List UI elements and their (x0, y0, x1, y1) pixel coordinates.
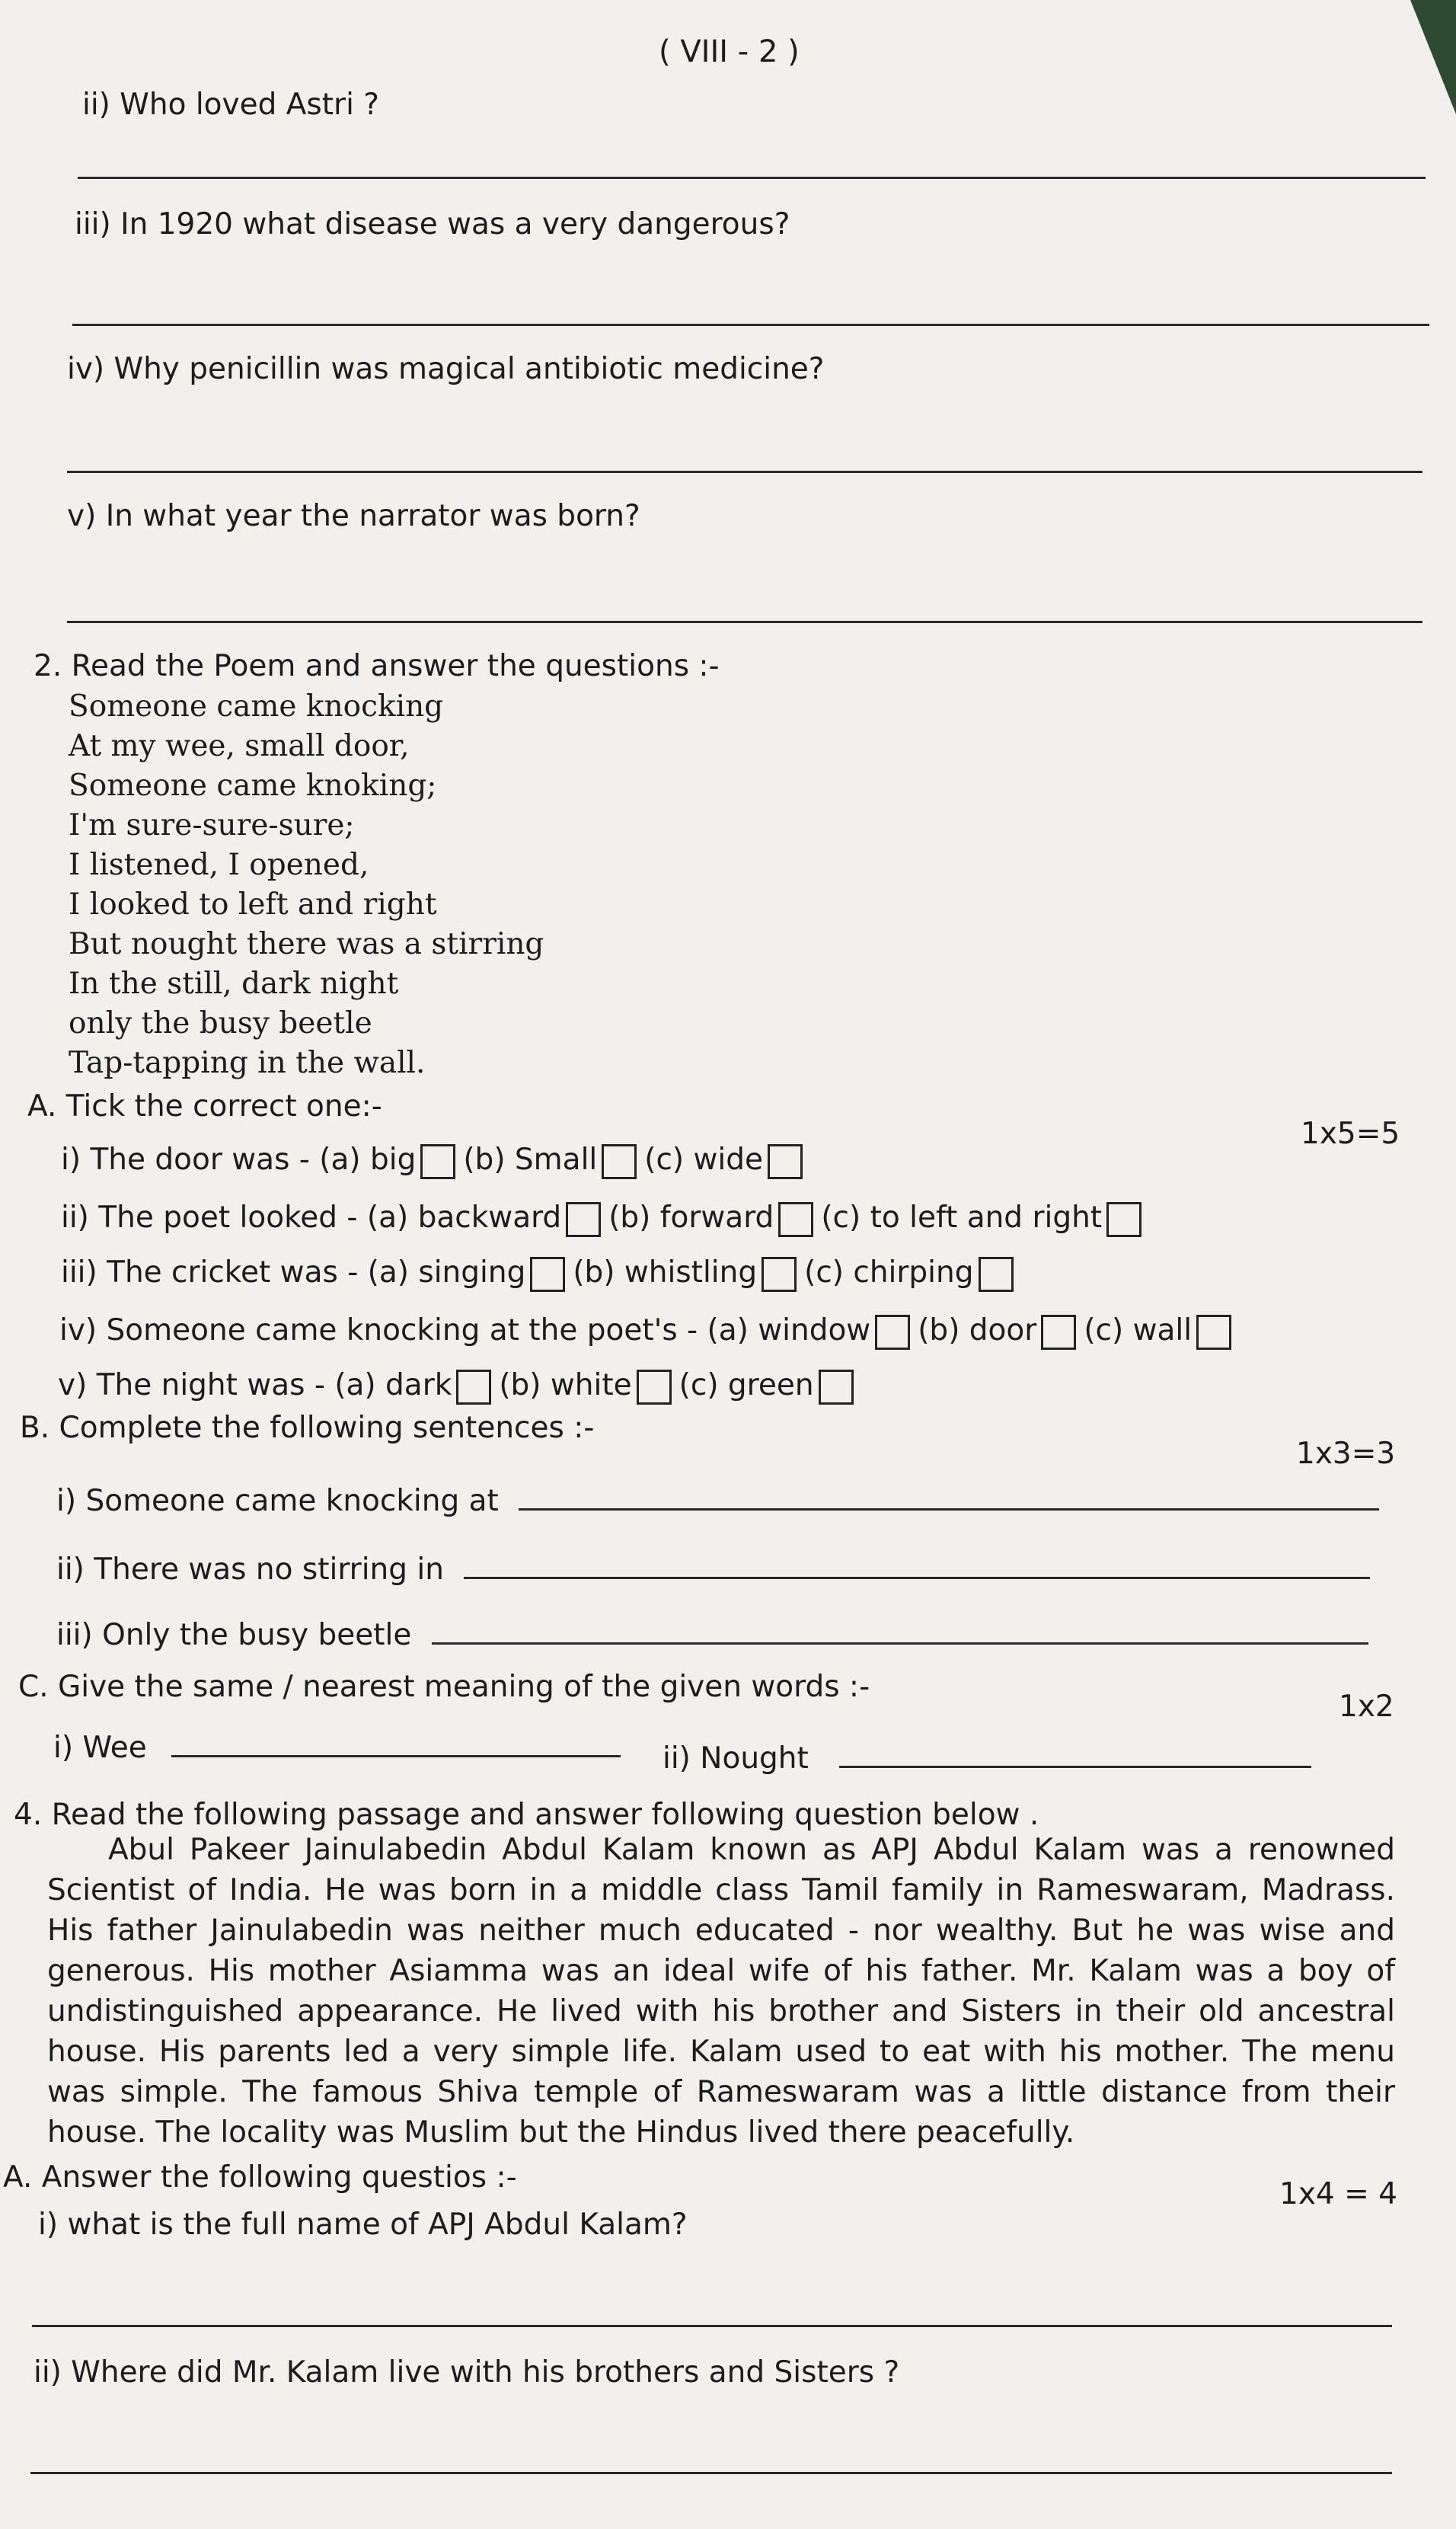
blank-line[interactable] (171, 1747, 621, 1757)
poem-line: I looked to left and right (69, 887, 437, 922)
q4-a-heading: A. Answer the following questios :- (3, 2160, 517, 2195)
checkbox-c[interactable] (1196, 1315, 1231, 1350)
poem-line: I'm sure-sure-sure; (69, 808, 355, 842)
poem (69, 687, 544, 1083)
answer-line[interactable] (30, 2472, 1392, 2474)
blank-line[interactable] (519, 1501, 1379, 1511)
q1-item-v: v) In what year the narrator was born? (67, 499, 640, 533)
tick-item-iv: iv) Someone came knocking at the poet's - (a) window (b) door (c) wall (59, 1313, 1239, 1350)
q2-a-marks: 1x5=5 (1301, 1117, 1400, 1151)
poem-line: Someone came knoking; (69, 769, 437, 803)
q4-a-marks: 1x4 = 4 (1279, 2177, 1397, 2211)
page-corner-shadow (1410, 0, 1456, 114)
checkbox-a[interactable] (530, 1257, 565, 1292)
checkbox-b[interactable] (762, 1257, 797, 1292)
q1-item-ii: ii) Who loved Astri ? (82, 88, 379, 122)
answer-line[interactable] (67, 621, 1422, 623)
q1-item-iii: iii) In 1920 what disease was a very dangerous? (75, 207, 790, 241)
q4-heading: 4. Read the following passage and answer following question below . (14, 1798, 1039, 1832)
checkbox-a[interactable] (456, 1370, 491, 1405)
reading-passage (47, 1830, 1395, 2153)
complete-item-iii: iii) Only the busy beetle (56, 1618, 1368, 1652)
checkbox-b[interactable] (778, 1202, 813, 1237)
tick-item-iii: iii) The cricket was - (a) singing (b) whistling (c) chirping (61, 1255, 1021, 1292)
checkbox-b[interactable] (637, 1370, 672, 1405)
q2-c-heading: C. Give the same / nearest meaning of the given words :- (18, 1670, 870, 1704)
answer-line[interactable] (67, 471, 1422, 473)
poem-line: I listened, I opened, (69, 848, 369, 882)
q1-item-iv: iv) Why penicillin was magical antibiotic medicine? (67, 352, 825, 386)
blank-line[interactable] (432, 1635, 1368, 1645)
tick-item-v: v) The night was - (a) dark (b) white (c) green (58, 1368, 861, 1405)
checkbox-c[interactable] (979, 1257, 1014, 1292)
q4-item-i: i) what is the full name of APJ Abdul Kalam? (38, 2208, 688, 2242)
tick-item-ii: ii) The poet looked - (a) backward (b) forward (c) to left and right (61, 1201, 1149, 1237)
poem-line: At my wee, small door, (69, 729, 410, 763)
blank-line[interactable] (839, 1758, 1311, 1768)
checkbox-b[interactable] (1041, 1315, 1076, 1350)
poem-line: Someone came knocking (69, 689, 444, 724)
tick-item-i: i) The door was - (a) big (b) Small (c) wide (61, 1143, 810, 1179)
checkbox-a[interactable] (566, 1202, 601, 1237)
answer-line[interactable] (72, 324, 1429, 326)
checkbox-c[interactable] (819, 1370, 854, 1405)
poem-line: In the still, dark night (69, 967, 399, 1001)
meaning-item-ii: ii) Nought (663, 1741, 1311, 1776)
checkbox-c[interactable] (768, 1144, 803, 1179)
answer-line[interactable] (78, 177, 1426, 179)
q2-c-marks: 1x2 (1339, 1690, 1394, 1724)
answer-line[interactable] (32, 2325, 1392, 2327)
checkbox-c[interactable] (1106, 1202, 1141, 1237)
complete-item-ii: ii) There was no stirring in (56, 1552, 1370, 1587)
poem-line: Tap-tapping in the wall. (69, 1046, 426, 1080)
page-header: ( VIII - 2 ) (659, 34, 800, 69)
checkbox-a[interactable] (420, 1144, 455, 1179)
complete-item-i: i) Someone came knocking at (56, 1484, 1379, 1518)
q2-a-heading: A. Tick the correct one:- (27, 1089, 382, 1124)
q2-b-heading: B. Complete the following sentences :- (20, 1411, 595, 1445)
meaning-item-i: i) Wee (53, 1731, 621, 1765)
q4-item-ii: ii) Where did Mr. Kalam live with his brothers and Sisters ? (34, 2355, 900, 2390)
passage-text: Abul Pakeer Jainulabedin Abdul Kalam known as APJ Abdul Kalam was a renowned Scientist of India. He was born in a middle class Tamil family in Rameswaram, Madrass. His father Jainulabedin was neither much educated - nor wealthy. But he was wise and generous. His mother Asiamma was an ideal wife of his father. Mr. Kalam was a boy of undistinguished appearance. He lived with his brother and Sisters in their old ancestral house. His parents led a very simple life. Kalam used to eat with his mother. The menu was simple. The famous Shiva temple of Rameswaram was a little distance from their house. The locality was Muslim but the Hindus lived there peacefully. (47, 1833, 1395, 2150)
checkbox-a[interactable] (875, 1315, 910, 1350)
q2-heading: 2. Read the Poem and answer the questions :- (34, 649, 720, 683)
poem-line: But nought there was a stirring (69, 927, 544, 961)
poem-line: only the busy beetle (69, 1006, 372, 1041)
blank-line[interactable] (464, 1569, 1370, 1579)
checkbox-b[interactable] (602, 1144, 637, 1179)
q2-b-marks: 1x3=3 (1296, 1437, 1396, 1471)
